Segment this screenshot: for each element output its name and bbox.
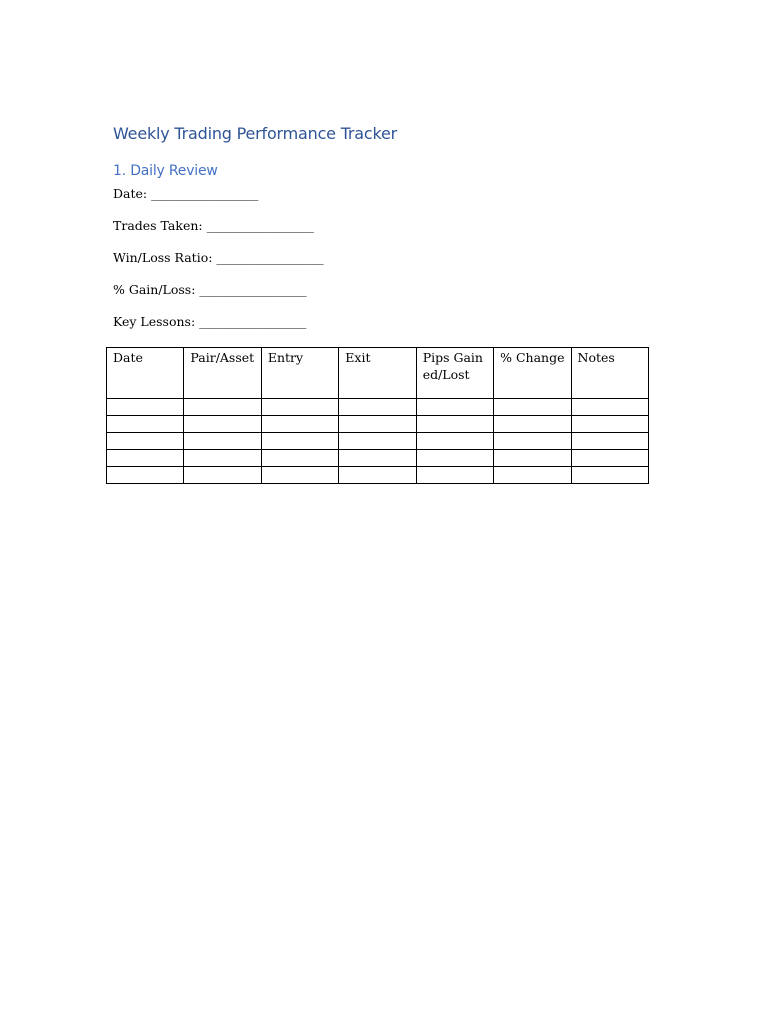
table-cell (339, 450, 416, 467)
table-cell (494, 433, 571, 450)
table-cell (494, 467, 571, 484)
trades-taken-field-label: Trades Taken: (113, 218, 207, 233)
table-cell (416, 399, 493, 416)
table-row (107, 467, 649, 484)
table-cell (184, 399, 261, 416)
table-cell (571, 433, 648, 450)
table-cell (339, 416, 416, 433)
table-cell (416, 467, 493, 484)
key-lessons-field-blank: _____________________ (199, 314, 306, 329)
header-exit: Exit (339, 348, 416, 399)
table-cell (339, 399, 416, 416)
gain-loss-field-blank: _____________________ (199, 282, 306, 297)
table-cell (494, 399, 571, 416)
table-cell (571, 467, 648, 484)
table-cell (339, 467, 416, 484)
table-cell (494, 416, 571, 433)
table-cell (261, 450, 338, 467)
table-row (107, 399, 649, 416)
table-cell (416, 416, 493, 433)
table-cell (184, 416, 261, 433)
gain-loss-field-label: % Gain/Loss: (113, 282, 200, 297)
table-cell (416, 433, 493, 450)
table-header-row (107, 348, 649, 399)
table-row (107, 416, 649, 433)
table-cell (107, 399, 184, 416)
table-cell (416, 450, 493, 467)
table-cell (571, 399, 648, 416)
date-field-blank: _____________________ (151, 186, 258, 201)
win-loss-ratio-field-label: Win/Loss Ratio: (113, 250, 217, 265)
gain-loss-field (113, 282, 305, 298)
table-cell (261, 416, 338, 433)
table-cell (339, 433, 416, 450)
table-cell (107, 416, 184, 433)
date-field (113, 186, 257, 202)
header-notes: Notes (571, 348, 648, 399)
key-lessons-field-label: Key Lessons: (113, 314, 200, 329)
trades-taken-field-blank: _____________________ (206, 218, 313, 233)
table-cell (571, 450, 648, 467)
table-row (107, 450, 649, 467)
key-lessons-field (113, 314, 305, 330)
win-loss-ratio-field-blank: _____________________ (216, 250, 323, 265)
table-cell (261, 433, 338, 450)
table-cell (107, 433, 184, 450)
header-percent-change: % Change (494, 348, 571, 399)
section-heading-daily-review: 1. Daily Review (113, 163, 218, 179)
date-field-label: Date: (113, 186, 152, 201)
header-pair-asset: Pair/Asset (184, 348, 261, 399)
win-loss-ratio-field (113, 250, 322, 266)
table-cell (107, 467, 184, 484)
header-entry: Entry (261, 348, 338, 399)
header-date: Date (107, 348, 184, 399)
trades-taken-field (113, 218, 313, 234)
table-cell (184, 450, 261, 467)
table-cell (107, 450, 184, 467)
table-row (107, 433, 649, 450)
table-cell (261, 399, 338, 416)
table-cell (571, 416, 648, 433)
table-cell (184, 433, 261, 450)
table-cell (184, 467, 261, 484)
document-title: Weekly Trading Performance Tracker (113, 124, 398, 143)
header-pips-gained-lost: Pips Gained/Lost (416, 348, 493, 399)
daily-review-table (106, 347, 649, 484)
table-cell (261, 467, 338, 484)
table-cell (494, 450, 571, 467)
